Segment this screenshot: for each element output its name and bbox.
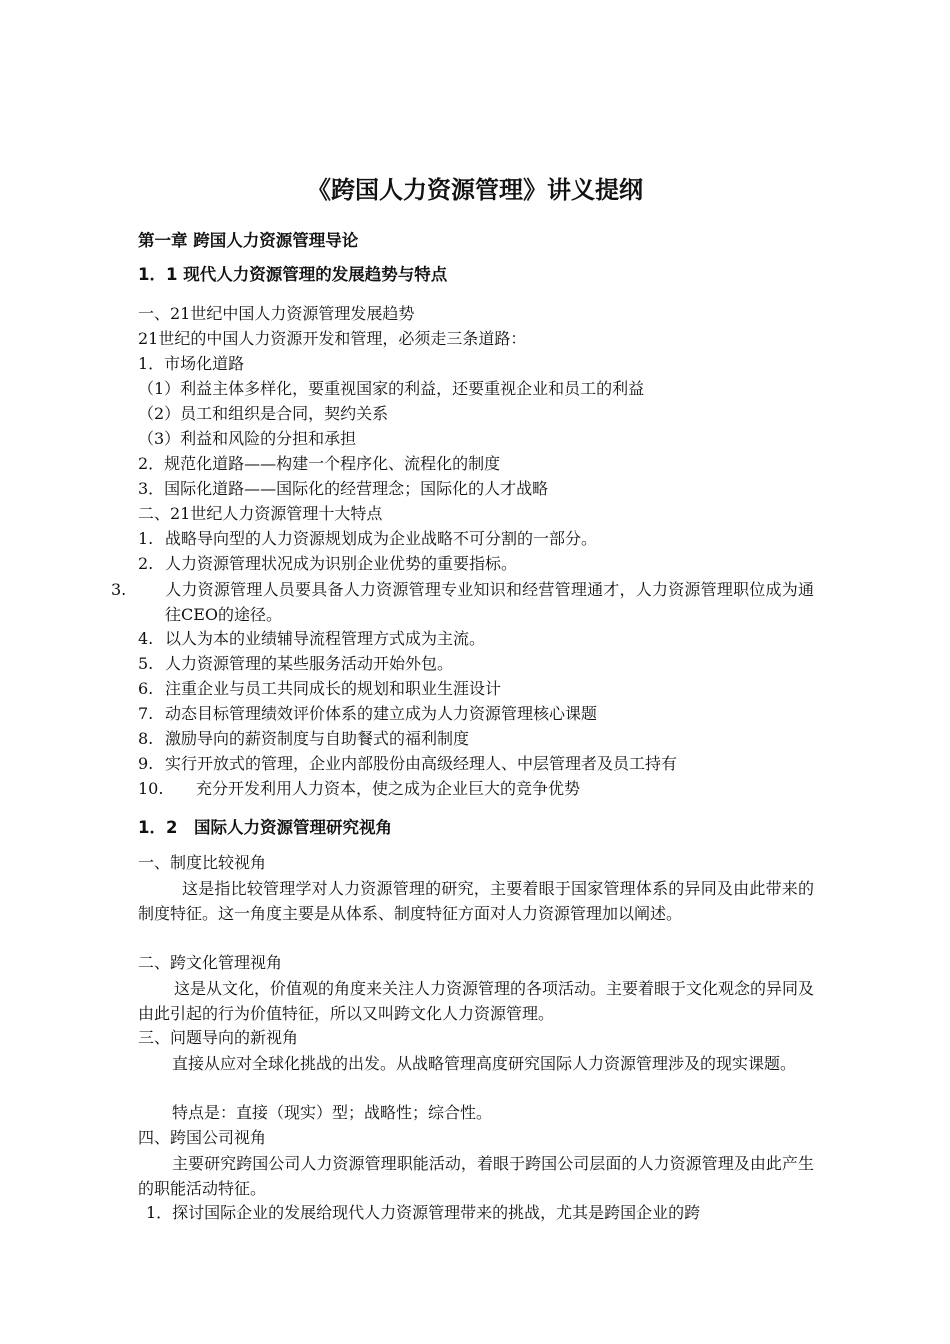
feature-text: 充分开发利用人力资本，使之成为企业巨大的竞争优势: [196, 779, 581, 798]
feature-item: [111, 577, 814, 627]
feature-text: 激励导向的薪资制度与自助餐式的福利制度: [165, 729, 470, 748]
section-heading-1-1: 1．1 现代人力资源管理的发展趋势与特点: [138, 265, 448, 284]
document-title: 《跨国人力资源管理》讲义提纲: [307, 176, 643, 204]
road1: 1．市场化道路: [138, 354, 245, 373]
feature-item: [138, 652, 814, 677]
feature-item: [138, 627, 814, 652]
road1-sub3: （3）利益和风险的分担和承担: [138, 429, 357, 448]
feature-text: 人力资源管理人员要具备人力资源管理专业知识和经营管理通才，人力资源管理职位成为通往CEO的途径。: [165, 580, 814, 624]
feature-item: [138, 777, 814, 802]
feature-item: [138, 727, 814, 752]
view2-paragraph: 这是从文化，价值观的角度来关注人力资源管理的各项活动。主要着眼于文化观念的异同及由此引起的行为价值特征，所以又叫跨文化人力资源管理。: [138, 979, 815, 1023]
view3-heading: 三、问题导向的新视角: [138, 1028, 299, 1047]
road3: 3．国际化道路——国际化的经营理念；国际化的人才战略: [138, 479, 549, 498]
part2-heading: 二、21世纪人力资源管理十大特点: [138, 504, 383, 523]
feature-text: 人力资源管理状况成为识别企业优势的重要指标。: [165, 554, 518, 573]
feature-text: 人力资源管理的某些服务活动开始外包。: [165, 654, 454, 673]
feature-text: 战略导向型的人力资源规划成为企业战略不可分割的一部分。: [165, 529, 598, 548]
feature-item: [138, 752, 814, 777]
feature-item: [138, 552, 814, 577]
feature-text: 动态目标管理绩效评价体系的建立成为人力资源管理核心课题: [165, 704, 598, 723]
feature-num: 2.: [138, 554, 154, 573]
feature-num: 7.: [138, 704, 154, 723]
view4-paragraph: 主要研究跨国公司人力资源管理职能活动，着眼于跨国公司层面的人力资源管理及由此产生的职能活动特征。: [138, 1154, 814, 1198]
road1-sub1: （1）利益主体多样化，要重视国家的利益，还要重视企业和员工的利益: [138, 379, 645, 398]
view2-heading: 二、跨文化管理视角: [138, 953, 283, 972]
part1-intro: 21世纪的中国人力资源开发和管理，必须走三条道路：: [138, 329, 527, 348]
feature-item: [138, 527, 814, 552]
view4-heading: 四、跨国公司视角: [138, 1128, 267, 1147]
feature-item: [138, 702, 814, 727]
feature-num: 3.: [111, 580, 127, 599]
view3-feature: 特点是：直接（现实）型；战略性；综合性。: [172, 1103, 493, 1122]
feature-num: 1.: [138, 529, 154, 548]
chapter-heading: 第一章 跨国人力资源管理导论: [138, 231, 359, 250]
feature-num: 6.: [138, 679, 154, 698]
feature-num: 8.: [138, 729, 154, 748]
feature-num: 10.: [138, 779, 164, 798]
view1-paragraph: 这是指比较管理学对人力资源管理的研究，主要着眼于国家管理体系的异同及由此带来的制度特征。这一角度主要是从体系、制度特征方面对人力资源管理加以阐述。: [138, 879, 814, 923]
section-heading-1-2: 1．2 国际人力资源管理研究视角: [138, 818, 392, 837]
feature-num: 9.: [138, 754, 154, 773]
road1-sub2: （2）员工和组织是合同，契约关系: [138, 404, 389, 423]
view3-paragraph: 直接从应对全球化挑战的出发。从战略管理高度研究国际人力资源管理涉及的现实课题。: [172, 1054, 797, 1073]
feature-text: 注重企业与员工共同成长的规划和职业生涯设计: [165, 679, 502, 698]
feature-item: [138, 677, 814, 702]
feature-num: 5.: [138, 654, 154, 673]
feature-text: 以人为本的业绩辅导流程管理方式成为主流。: [165, 629, 486, 648]
view1-heading: 一、制度比较视角: [138, 853, 267, 872]
part1-heading: 一、21世纪中国人力资源管理发展趋势: [138, 304, 415, 323]
road2: 2．规范化道路——构建一个程序化、流程化的制度: [138, 454, 501, 473]
view4-item1: 1．探讨国际企业的发展给现代人力资源管理带来的挑战，尤其是跨国企业的跨: [146, 1203, 701, 1222]
feature-num: 4.: [138, 629, 154, 648]
feature-text: 实行开放式的管理，企业内部股份由高级经理人、中层管理者及员工持有: [165, 754, 678, 773]
